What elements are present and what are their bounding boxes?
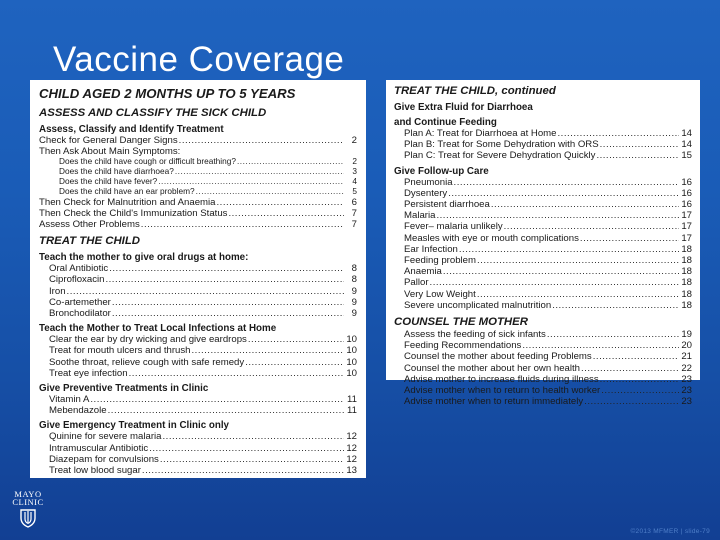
toc-entry-page: 8 [351,274,357,286]
toc-entry-page: 12 [346,453,357,465]
toc-entry-leader [141,219,344,230]
toc-section-title: TREAT THE CHILD, continued [394,85,556,97]
toc-entry-label: Anaemia [404,266,442,278]
toc-entry-label: Treat eye infection [49,367,128,379]
toc-entry-leader [580,233,679,244]
toc-entry-page: 22 [681,362,692,374]
toc-entry-page: 18 [681,299,692,311]
toc-entry-page: 18 [681,266,692,278]
toc-entry-leader [228,208,344,219]
toc-entry-leader [90,394,344,405]
toc-entry [394,300,692,311]
toc-entry-page: 2 [351,135,357,146]
toc-entry-label: Persistent diarrhoea [404,199,490,211]
toc-entry-leader [477,255,679,266]
toc-entry [394,340,692,351]
toc-entry [39,454,357,465]
toc-entry-page: 6 [351,196,357,208]
toc-entry [394,221,692,232]
toc-entry-page: 3 [352,166,357,177]
toc-entry [39,274,357,285]
toc-entry-leader [436,210,679,221]
toc-entry-leader [112,297,344,308]
toc-entry-page: 23 [681,396,692,408]
toc-group-title: Give Follow-up Care [394,165,489,177]
toc-entry [394,210,692,221]
toc-entry-page: 13 [346,465,357,477]
toc-entry-label: Fever– malaria unlikely [404,221,503,233]
toc-entry-leader [196,187,344,197]
toc-entry-page: 2 [352,156,357,167]
toc-entry-label: Assess the feeding of sick infants [404,329,546,341]
toc-entry-page: 5 [352,185,357,196]
slide-title: Vaccine Coverage [53,40,345,79]
toc-entry-page: 8 [351,263,357,275]
toc-entry-page: 4 [352,176,357,186]
toc-entry-leader [163,431,344,442]
toc-entry-page: 10 [346,345,357,357]
shield-icon [18,508,38,528]
toc-entry-leader [67,286,344,297]
toc-entry-label: Pallor [404,277,429,289]
toc-entry-leader [160,454,344,465]
toc-entry [39,263,357,274]
toc-entry-label: Measles with eye or mouth complications [404,232,579,244]
toc-entry-label: Severe uncomplicated malnutrition [404,299,552,311]
toc-entry [39,135,357,146]
toc-entry [39,187,357,197]
toc-entry-leader [191,345,344,356]
toc-entry-page: 17 [681,210,692,222]
toc-entry-label: Intramuscular Antibiotic [49,442,149,454]
toc-entry-leader [430,277,679,288]
toc-entry-leader [584,396,679,407]
toc-entry-page: 10 [346,367,357,379]
toc-entry-label: Soothe throat, relieve cough with safe remedy [49,356,245,368]
toc-entry-page: 7 [351,207,357,219]
toc-entry-page: 10 [346,356,357,368]
toc-entry-page: 16 [681,176,692,188]
toc-group-title: Teach the Mother to Treat Local Infections at Home [39,323,277,335]
toc-entry-page: 11 [347,394,357,406]
toc-entry-label: Vitamin A [49,394,90,406]
toc-entry [394,277,692,288]
toc-entry-leader [596,150,679,161]
toc-entry-leader [593,351,679,362]
toc-entry-page: 17 [681,221,692,233]
toc-page-right [386,80,700,408]
toc-entry-label: Advise mother when to return to health worker [404,385,601,397]
toc-entry-leader [600,374,679,385]
toc-entry-page: 10 [346,334,357,346]
toc-entry-page: 20 [681,340,692,352]
toc-entry [39,431,357,442]
toc-entry-leader [129,368,344,379]
toc-entry-leader [558,128,679,139]
toc-entry [394,289,692,300]
toc-entry-label: Then Ask About Main Symptoms: [39,146,181,158]
toc-entry-page: 9 [351,285,357,297]
toc-entry-page: 16 [681,187,692,199]
toc-entry-leader [112,308,344,319]
toc-entry-label: Assess Other Problems [39,219,140,230]
toc-entry-page: 21 [681,351,692,363]
toc-entry-label: Malaria [404,210,436,222]
toc-entry-leader [245,357,344,368]
toc-entry [394,139,692,150]
toc-entry-label: Plan A: Treat for Diarrhoea at Home [404,128,557,139]
toc-group-title: Give Emergency Treatment in Clinic only [39,420,230,432]
toc-entry-page: 17 [681,232,692,244]
toc-entry-leader [448,188,679,199]
toc-entry-label: Does the child have diarrhoea? [59,166,174,177]
toc-entry-leader [179,135,344,146]
toc-entry-leader [601,385,679,396]
toc-entry [39,308,357,319]
toc-entry-label: Advise mother to increase fluids during illness [404,373,599,385]
toc-entry [394,199,692,210]
toc-entry [394,351,692,362]
mayo-clinic-logo [8,490,48,532]
toc-entry-leader [248,334,344,345]
toc-entry-label: Advise mother when to return immediately [404,396,584,408]
slide-footer: ©2013 MFMER | slide-79 [630,528,710,535]
toc-entry-label: Counsel the mother about feeding Problems [404,351,592,363]
toc-section-title: TREAT THE CHILD [39,235,141,248]
toc-entry-page: 7 [351,219,357,230]
toc-entry-page: 18 [681,277,692,289]
toc-entry [39,443,357,454]
toc-entry-label: Plan C: Treat for Severe Dehydration Quickly [404,150,596,162]
toc-entry-leader [108,405,344,416]
toc-entry-leader [547,329,679,340]
toc-right-content [386,80,692,407]
toc-entry-label: Dysentery [404,187,448,199]
toc-entry-label: Pneumonia [404,176,453,188]
toc-entry [39,334,357,345]
toc-entry [394,329,692,340]
toc-entry-page: 14 [681,128,692,139]
toc-group-title: and Continue Feeding [394,117,497,128]
toc-group-title: Assess, Classify and Identify Treatment [39,124,224,135]
toc-entry [394,128,692,139]
toc-entry [394,385,692,396]
toc-entry [39,405,357,416]
toc-entry-page: 15 [681,150,692,162]
toc-left-content [30,80,357,476]
toc-entry [394,255,692,266]
toc-main-title: CHILD AGED 2 MONTHS UP TO 5 YEARS [39,86,296,101]
toc-section-title: ASSESS AND CLASSIFY THE SICK CHILD [39,107,267,119]
toc-entry-leader [491,199,679,210]
toc-entry-leader [105,274,344,285]
toc-entry [394,396,692,407]
toc-group-title: Give Extra Fluid for Diarrhoea [394,102,533,113]
toc-entry-leader [175,167,344,177]
toc-entry [39,345,357,356]
toc-entry-label: Check for General Danger Signs [39,135,178,146]
toc-entry-leader [581,363,679,374]
toc-entry-leader [142,465,344,476]
toc-page-left [30,80,366,478]
toc-entry-label: Ear Infection [404,243,458,255]
toc-entry [39,297,357,308]
toc-entry-label: Quinine for severe malaria [49,431,162,443]
toc-entry-leader [600,139,679,150]
toc-entry-leader [552,300,679,311]
toc-entry-leader [237,157,344,167]
toc-entry-label: Then Check for Malnutrition and Anaemia [39,196,216,208]
toc-entry-leader [454,177,679,188]
toc-entry-label: Ciprofloxacin [49,274,105,286]
toc-entry [39,465,357,476]
toc-group-title: Teach the mother to give oral drugs at home: [39,252,249,264]
toc-entry-label: Iron [49,285,66,297]
toc-entry-label: Then Check the Child's Immunization Status [39,207,228,219]
toc-entry-leader [459,244,679,255]
toc-entry [394,150,692,161]
toc-entry [394,374,692,385]
logo-line2: CLINIC [12,497,44,507]
toc-entry-page: 18 [681,288,692,300]
toc-entry-page: 9 [351,308,357,320]
toc-entry-label: Bronchodilator [49,308,111,320]
toc-entry-leader [149,443,344,454]
toc-entry-leader [504,221,679,232]
toc-entry-leader [443,266,679,277]
toc-entry-label: Clear the ear by dry wicking and give eardrops [49,334,247,346]
toc-section-title: COUNSEL THE MOTHER [394,316,528,329]
toc-entry-page: 11 [347,405,357,417]
toc-entry-label: Feeding Recommendations [404,340,522,352]
toc-entry-leader [109,263,344,274]
toc-entry-page: 18 [681,255,692,267]
toc-entry-label: Mebendazole [49,405,107,417]
toc-entry [39,219,357,230]
toc-entry-label: Co-artemether [49,296,111,308]
toc-entry-label: Treat low blood sugar [49,465,141,477]
toc-entry-page: 23 [681,373,692,385]
toc-entry-label: Does the child have fever? [59,176,158,186]
toc-entry [394,363,692,374]
toc-entry [39,208,357,219]
toc-entry [394,266,692,277]
toc-entry [394,188,692,199]
toc-entry-label: Very Low Weight [404,288,476,300]
toc-entry-page: 18 [681,243,692,255]
logo-line1: MAYO [14,489,42,499]
toc-entry [394,177,692,188]
toc-entry-page: 23 [681,385,692,397]
toc-entry [39,197,357,208]
toc-entry [394,233,692,244]
toc-entry [39,368,357,379]
toc-entry-page: 12 [346,431,357,443]
toc-entry [39,357,357,368]
toc-entry-label: Counsel the mother about her own health [404,362,580,374]
toc-entry-page: 12 [346,442,357,454]
toc-entry-leader [217,197,344,208]
toc-entry-label: Oral Antibiotic [49,263,109,275]
toc-entry [39,286,357,297]
toc-entry-label: Plan B: Treat for Some Dehydration with ORS [404,139,599,151]
toc-entry-leader [522,340,679,351]
toc-entry-label: Does the child have cough or difficult breathing? [59,156,236,167]
toc-entry-label: Diazepam for convulsions [49,453,159,465]
toc-entry-label: Does the child have an ear problem? [59,185,195,196]
toc-entry-leader [477,289,679,300]
toc-entry-page: 16 [681,199,692,211]
toc-entry [39,394,357,405]
toc-entry-label: Feeding problem [404,255,476,267]
toc-group-title: Give Preventive Treatments in Clinic [39,383,209,395]
toc-entry-page: 19 [681,329,692,341]
toc-entry-page: 14 [681,139,692,151]
toc-entry-label: Treat for mouth ulcers and thrush [49,345,191,357]
toc-entry [394,244,692,255]
toc-entry-page: 9 [351,296,357,308]
